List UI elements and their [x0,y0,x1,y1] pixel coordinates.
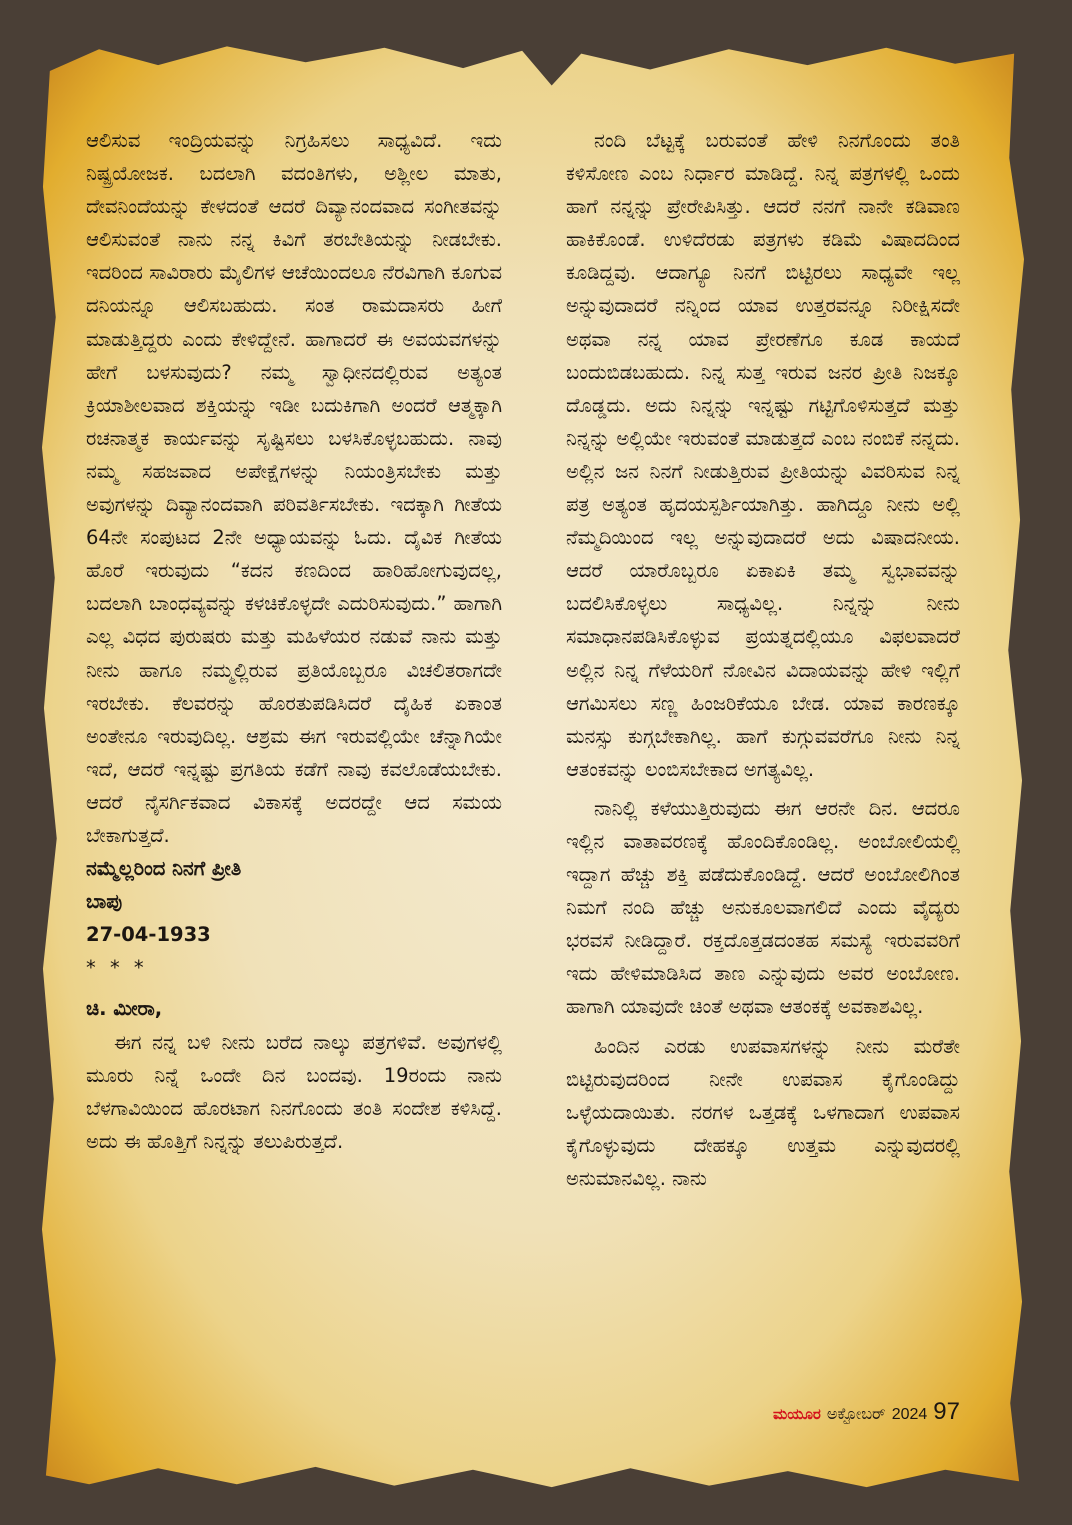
left-column [86,124,502,1158]
letter-salutation: ಚಿ. ಮೀರಾ, [86,997,163,1021]
issue-month: ಅಕ್ಟೋಬರ್ [826,1406,886,1423]
right-paragraph-3: ಹಿಂದಿನ ಎರಡು ಉಪವಾಸಗಳನ್ನು ನೀನು ಮರೆತೇ ಬಿಟ್ಟಿರುವುದರಿಂದ ನೀನೇ ಉಪವಾಸ ಕೈಗೊಂಡಿದ್ದು ಒಳ್ಳೆಯದಾಯಿತು. ನರಗಳ ಒತ್ತಡಕ್ಕೆ ಒಳಗಾದಾಗ ಉಪವಾಸ ಕೈಗೊಳ್ಳುವುದು ದೇಹಕ್ಕೂ ಉತ್ತಮ ಎನ್ನುವುದರಲ್ಲಿ ಅನುಮಾನವಿಲ್ಲ. ನಾನು [566,1034,960,1190]
right-paragraph-2: ನಾನಿಲ್ಲಿ ಕಳೆಯುತ್ತಿರುವುದು ಈಗ ಆರನೇ ದಿನ. ಆದರೂ ಇಲ್ಲಿನ ವಾತಾವರಣಕ್ಕೆ ಹೊಂದಿಕೊಂಡಿಲ್ಲ. ಅಂಬೋಲಿಯಲ್ಲಿ ಇದ್ದಾಗ ಹೆಚ್ಚು ಶಕ್ತಿ ಪಡೆದುಕೊಂಡಿದ್ದೆ. ಆದರೆ ಅಂಬೋಲಿಗಿಂತ ನಿಮಗೆ ನಂದಿ ಹೆಚ್ಚು ಅನುಕೂಲವಾಗಲಿದೆ ಎಂದು ವೈದ್ಯರು ಭರವಸೆ ನೀಡಿದ್ದಾರೆ. ರಕ್ತದೊತ್ತಡದಂತಹ ಸಮಸ್ಯೆ ಇರುವವರಿಗೆ ಇದು ಹೇಳಿಮಾಡಿಸಿದ ತಾಣ ಎನ್ನುವುದು ಅವರ ಅಂಬೋಣ. ಹಾಗಾಗಿ ಯಾವುದೇ ಚಿಂತೆ ಅಥವಾ ಆತಂಕಕ್ಕೆ ಅವಕಾಶವಿಲ್ಲ. [566,796,960,1019]
right-paragraph-1: ನಂದಿ ಬೆಟ್ಟಕ್ಕೆ ಬರುವಂತೆ ಹೇಳಿ ನಿನಗೊಂದು ತಂತಿ ಕಳಿಸೋಣ ಎಂಬ ನಿರ್ಧಾರ ಮಾಡಿದ್ದೆ. ನಿನ್ನ ಪತ್ರಗಳಲ್ಲಿ ಒಂದು ಹಾಗೆ ನನ್ನನ್ನು ಪ್ರೇರೇಪಿಸಿತ್ತು. ಆದರೆ ನನಗೆ ನಾನೇ ಕಡಿವಾಣ ಹಾಕಿಕೊಂಡೆ. ಉಳಿದೆರಡು ಪತ್ರಗಳು ಕಡಿಮೆ ವಿಷಾದದಿಂದ ಕೂಡಿದ್ದವು. ಆದಾಗ್ಯೂ ನಿನಗೆ ಬಿಟ್ಟಿರಲು ಸಾಧ್ಯವೇ ಇಲ್ಲ ಅನ್ನುವುದಾದರೆ ನನ್ನಿಂದ ಯಾವ ಉತ್ತರವನ್ನೂ ನಿರೀಕ್ಷಿಸದೇ ಅಥವಾ ನನ್ನ ಯಾವ ಪ್ರೇರಣೆಗೂ ಕೂಡ ಕಾಯದೆ ಬಂದುಬಿಡಬಹುದು. ನಿನ್ನ ಸುತ್ತ ಇರುವ ಜನರ ಪ್ರೀತಿ ನಿಜಕ್ಕೂ ದೊಡ್ಡದು. ಅದು ನಿನ್ನನ್ನು ಇನ್ನಷ್ಟು ಗಟ್ಟಿಗೊಳಿಸುತ್ತದೆ ಮತ್ತು ನಿನ್ನನ್ನು ಅಲ್ಲಿಯೇ ಇರುವಂತೆ ಮಾಡುತ್ತದೆ ಎಂಬ ನಂಬಿಕೆ ನನ್ನದು. ಅಲ್ಲಿನ ಜನ ನಿನಗೆ ನೀಡುತ್ತಿರುವ ಪ್ರೀತಿಯನ್ನು ವಿವರಿಸುವ ನಿನ್ನ ಪತ್ರ ಅತ್ಯಂತ ಹೃದಯಸ್ಪರ್ಶಿಯಾಗಿತ್ತು. ಹಾಗಿದ್ದೂ ನೀನು ಅಲ್ಲಿ ನೆಮ್ಮದಿಯಿಂದ ಇಲ್ಲ ಅನ್ನುವುದಾದರೆ ಅದು ವಿಷಾದನೀಯ. ಆದರೆ ಯಾರೊಬ್ಬರೂ ಏಕಾಏಕಿ ತಮ್ಮ ಸ್ವಭಾವವನ್ನು ಬದಲಿಸಿಕೊಳ್ಳಲು ಸಾಧ್ಯವಿಲ್ಲ. ನಿನ್ನನ್ನು ನೀನು ಸಮಾಧಾನಪಡಿಸಿಕೊಳ್ಳುವ ಪ್ರಯತ್ನದಲ್ಲಿಯೂ ವಿಫಲವಾದರೆ ಅಲ್ಲಿನ ನಿನ್ನ ಗೆಳೆಯರಿಗೆ ನೋವಿನ ವಿದಾಯವನ್ನು ಹೇಳಿ ಇಲ್ಲಿಗೆ ಆಗಮಿಸಲು ಸಣ್ಣ ಹಿಂಜರಿಕೆಯೂ ಬೇಡ. ಯಾವ ಕಾರಣಕ್ಕೂ ಮನಸ್ಸು ಕುಗ್ಗಬೇಕಾಗಿಲ್ಲ. ಹಾಗೆ ಕುಗ್ಗುವವರೆಗೂ ನೀನು ನಿನ್ನ ಆತಂಕವನ್ನು ಲಂಬಿಸಬೇಕಾದ ಅಗತ್ಯವಿಲ್ಲ. [566,129,960,781]
section-separator: * * * [86,956,148,980]
right-column [566,124,960,1195]
letter-signature: ಬಾಪು [86,890,123,914]
page-footer [773,1398,960,1426]
left-paragraph-1: ಆಲಿಸುವ ಇಂದ್ರಿಯವನ್ನು ನಿಗ್ರಹಿಸಲು ಸಾಧ್ಯವಿದೆ. ಇದು ನಿಷ್ಪ್ರಯೋಜಕ. ಬದಲಾಗಿ ವದಂತಿಗಳು, ಅಶ್ಲೀಲ ಮಾತು, ದೇವನಿಂದೆಯನ್ನು ಕೇಳದಂತೆ ಆದರೆ ದಿವ್ಯಾನಂದವಾದ ಸಂಗೀತವನ್ನು ಆಲಿಸುವಂತೆ ನಾನು ನನ್ನ ಕಿವಿಗೆ ತರಬೇತಿಯನ್ನು ನೀಡಬೇಕು. ಇದರಿಂದ ಸಾವಿರಾರು ಮೈಲಿಗಳ ಆಚೆಯಿಂದಲೂ ನೆರವಿಗಾಗಿ ಕೂಗುವ ದನಿಯನ್ನೂ ಆಲಿಸಬಹುದು. ಸಂತ ರಾಮದಾಸರು ಹೀಗೆ ಮಾಡುತ್ತಿದ್ದರು ಎಂದು ಕೇಳಿದ್ದೇನೆ. ಹಾಗಾದರೆ ಈ ಅವಯವಗಳನ್ನು ಹೇಗೆ ಬಳಸುವುದು? ನಮ್ಮ ಸ್ವಾಧೀನದಲ್ಲಿರುವ ಅತ್ಯಂತ ಕ್ರಿಯಾಶೀಲವಾದ ಶಕ್ತಿಯನ್ನು ಇಡೀ ಬದುಕಿಗಾಗಿ ಅಂದರೆ ಆತ್ಮಕ್ಕಾಗಿ ರಚನಾತ್ಮಕ ಕಾರ್ಯವನ್ನು ಸೃಷ್ಟಿಸಲು ಬಳಸಿಕೊಳ್ಳಬಹುದು. ನಾವು ನಮ್ಮ ಸಹಜವಾದ ಅಪೇಕ್ಷೆಗಳನ್ನು ನಿಯಂತ್ರಿಸಬೇಕು ಮತ್ತು ಅವುಗಳನ್ನು ದಿವ್ಯಾನಂದವಾಗಿ ಪರಿವರ್ತಿಸಬೇಕು. ಇದಕ್ಕಾಗಿ ಗೀತೆಯ 64ನೇ ಸಂಪುಟದ 2ನೇ ಅಧ್ಯಾಯವನ್ನು ಓದು. ದೈವಿಕ ಗೀತೆಯ ಹೊರೆ ಇರುವುದು “ಕದನ ಕಣದಿಂದ ಹಾರಿಹೋಗುವುದಲ್ಲ, ಬದಲಾಗಿ ಬಾಂಧವ್ಯವನ್ನು ಕಳಚಿಕೊಳ್ಳದೇ ಎದುರಿಸುವುದು.” ಹಾಗಾಗಿ ಎಲ್ಲ ವಿಧದ ಪುರುಷರು ಮತ್ತು ಮಹಿಳೆಯರ ನಡುವೆ ನಾನು ಮತ್ತು ನೀನು ಹಾಗೂ ನಮ್ಮಲ್ಲಿರುವ ಪ್ರತಿಯೊಬ್ಬರೂ ವಿಚಲಿತರಾಗದೇ ಇರಬೇಕು. ಕೆಲವರನ್ನು ಹೊರತುಪಡಿಸಿದರೆ ದೈಹಿಕ ಏಕಾಂತ ಅಂತೇನೂ ಇರುವುದಿಲ್ಲ. ಆಶ್ರಮ ಈಗ ಇರುವಲ್ಲಿಯೇ ಚೆನ್ನಾಗಿಯೇ ಇದೆ, ಆದರೆ ಇನ್ನಷ್ಟು ಪ್ರಗತಿಯ ಕಡೆಗೆ ನಾವು ಕವಲೊಡೆಯಬೇಕು. ಆದರೆ ನೈಸರ್ಗಿಕವಾದ ವಿಕಾಸಕ್ಕೆ ಅದರದ್ದೇ ಆದ ಸಮಯ ಬೇಕಾಗುತ್ತದೆ. [86,129,502,847]
left-paragraph-2: ಈಗ ನನ್ನ ಬಳಿ ನೀನು ಬರೆದ ನಾಲ್ಕು ಪತ್ರಗಳಿವೆ. ಅವುಗಳಲ್ಲಿ ಮೂರು ನಿನ್ನೆ ಒಂದೇ ದಿನ ಬಂದವು. 19ರಂದು ನಾನು ಬೆಳಗಾವಿಯಿಂದ ಹೊರಟಾಗ ನಿನಗೊಂದು ತಂತಿ ಸಂದೇಶ ಕಳಿಸಿದ್ದೆ. ಅದು ಈ ಹೊತ್ತಿಗೆ ನಿನ್ನನ್ನು ತಲುಪಿರುತ್ತದೆ. [86,1030,502,1153]
page-number: 97 [933,1398,960,1425]
magazine-logo: ಮಯೂರ [773,1406,821,1423]
letter-date: 27-04-1933 [86,923,211,947]
issue-year: 2024 [891,1406,928,1423]
letter-closing: ನಮ್ಮೆಲ್ಲರಿಂದ ನಿನಗೆ ಪ್ರೀತಿ [86,857,242,881]
